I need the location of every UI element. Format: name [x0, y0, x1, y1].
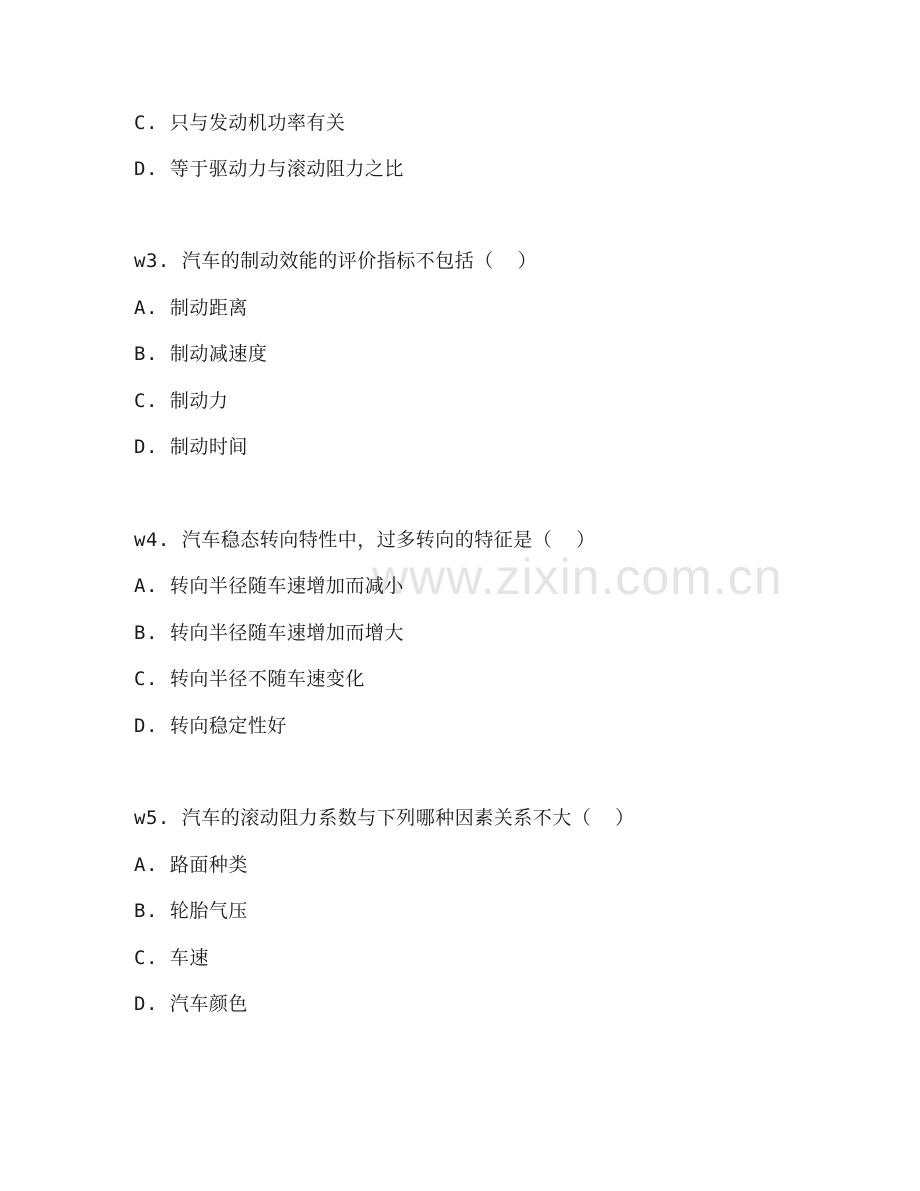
w4-option-d: D. 转向稳定性好 — [134, 715, 287, 737]
question-w3: w3. 汽车的制动效能的评价指标不包括（ ） — [134, 250, 538, 272]
w5-option-a: A. 路面种类 — [134, 854, 248, 876]
w5-option-d: D. 汽车颜色 — [134, 993, 248, 1015]
watermark: www.zixin.com.cn — [372, 549, 783, 605]
question-w5: w5. 汽车的滚动阻力系数与下列哪种因素关系不大（ ） — [134, 807, 635, 829]
option-c-prev: C. 只与发动机功率有关 — [134, 112, 346, 134]
w4-option-b: B. 转向半径随车速增加而增大 — [134, 622, 404, 644]
question-w4: w4. 汽车稳态转向特性中，过多转向的特征是（ ） — [134, 529, 596, 551]
w5-option-c: C. 车速 — [134, 947, 209, 969]
w5-option-b: B. 轮胎气压 — [134, 900, 248, 922]
w3-option-b: B. 制动减速度 — [134, 343, 268, 365]
w3-option-c: C. 制动力 — [134, 390, 229, 412]
w3-option-a: A. 制动距离 — [134, 297, 248, 319]
w4-option-c: C. 转向半径不随车速变化 — [134, 668, 365, 690]
option-d-prev: D. 等于驱动力与滚动阻力之比 — [134, 158, 404, 180]
w3-option-d: D. 制动时间 — [134, 436, 248, 458]
w4-option-a: A. 转向半径随车速增加而减小 — [134, 575, 404, 597]
